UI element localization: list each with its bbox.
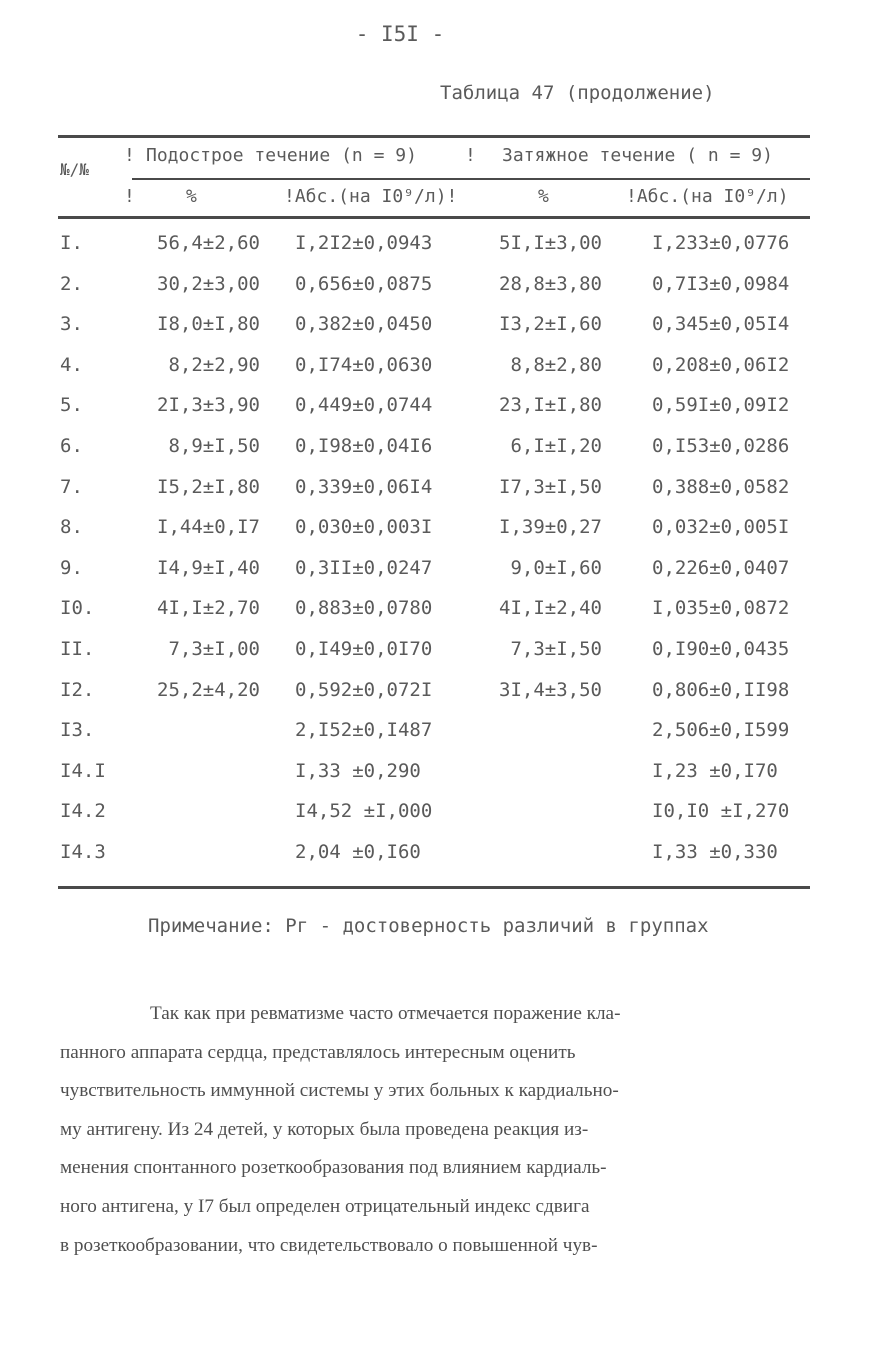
percent-value: 3I,4±3,50 [499,678,602,701]
row-number: I4.3 [60,841,106,863]
header-mid-rule [132,178,810,180]
header-separator: ! [124,186,135,207]
abs-value: I,233±0,0776 [652,232,790,254]
table-note: Примечание: Pг - достоверность различий в группах [148,915,709,937]
table-top-rule [58,135,810,138]
abs-value: 0,208±0,06I2 [652,353,790,376]
percent-value: 4I,I±2,70 [157,597,260,620]
percent-value: 4I,I±2,40 [499,597,602,620]
abs-value: I,23 ±0,I70 [652,759,778,782]
abs-value: 2,04 ±0,I60 [295,841,421,863]
table-row [0,557,881,597]
paragraph-line: ного антигена, у I7 был определен отрицательный индекс сдвига [60,1195,590,1217]
abs-value: 0,032±0,005I [652,516,790,539]
body-paragraph [60,995,820,1265]
table-row [0,800,881,840]
percent-value: 25,2±4,20 [157,678,260,701]
row-number: I. [60,232,83,254]
table-caption: Таблица 47 (продолжение) [440,82,715,104]
abs-value: 0,883±0,0780 [295,597,433,620]
abs-value: 2,I52±0,I487 [295,719,433,742]
table-row [0,313,881,353]
row-number: 7. [60,475,83,498]
abs-value: I4,52 ±I,000 [295,800,433,823]
row-number: I4.I [60,759,106,782]
row-number: I3. [60,719,95,742]
row-number: 2. [60,272,83,295]
percent-value: 8,8±2,80 [510,353,602,376]
abs-value: 0,388±0,0582 [652,475,790,498]
abs-value: 0,030±0,003I [295,516,433,539]
row-number: I0. [60,597,95,620]
header-separator: ! [465,145,476,166]
row-number: I4.2 [60,800,106,823]
abs-value: I0,I0 ±I,270 [652,800,790,823]
abs-value: I,035±0,0872 [652,597,790,620]
table-row [0,719,881,759]
table-row [0,638,881,678]
table-row [0,597,881,637]
row-number: 9. [60,556,83,579]
percent-value: 28,8±3,80 [499,272,602,295]
header-bottom-rule [58,216,810,219]
page-number: - I5I - [355,22,445,46]
percent-value: 5I,I±3,00 [499,232,602,254]
percent-value: 8,2±2,90 [168,353,260,376]
percent-value: I4,9±I,40 [157,556,260,579]
abs-subheader: !Абс.(на I0⁹/л) [626,186,789,207]
row-number: 3. [60,313,83,336]
abs-value: 0,656±0,0875 [295,272,433,295]
abs-value: 0,806±0,II98 [652,678,790,701]
paragraph-line: панного аппарата сердца, представлялось интересным оценить [60,1041,576,1063]
percent-value: 7,3±I,00 [168,638,260,660]
table-row [0,354,881,394]
index-column-header: №/№ [60,160,89,179]
row-number: I2. [60,678,95,701]
abs-value: I,33 ±0,330 [652,841,778,863]
abs-value: 0,I53±0,0286 [652,435,790,457]
abs-value: 0,7I3±0,0984 [652,272,790,295]
abs-value: 0,592±0,072I [295,678,433,701]
percent-value: 30,2±3,00 [157,272,260,295]
percent-subheader: % [186,186,197,207]
table-bottom-rule [58,886,810,889]
abs-value: 0,59I±0,09I2 [652,394,790,417]
percent-value: I8,0±I,80 [157,313,260,336]
percent-value: I,44±0,I7 [157,516,260,539]
table-row [0,232,881,272]
abs-value: I,2I2±0,0943 [295,232,433,254]
paragraph-line: чувствительность иммунной системы у этих больных к кардиально- [60,1080,619,1102]
percent-value: 9,0±I,60 [510,556,602,579]
abs-value: 0,382±0,0450 [295,313,433,336]
percent-value: 23,I±I,80 [499,394,602,417]
row-number: 4. [60,353,83,376]
paragraph-line: в розеткообразовании, что свидетельствовало о повышенной чув- [60,1234,598,1256]
abs-value: 0,449±0,0744 [295,394,433,417]
abs-value: 0,339±0,06I4 [295,475,433,498]
paragraph-line: менения спонтанного розеткообразования под влиянием кардиаль- [60,1157,607,1179]
group1-header: Подострое течение (n = 9) [146,145,417,166]
table-row [0,476,881,516]
paragraph-line: Так как при ревматизме часто отмечается поражение кла- [150,1003,621,1024]
header-separator: ! [124,145,135,166]
row-number: 6. [60,435,83,457]
abs-value: 0,I74±0,0630 [295,353,433,376]
paragraph-line: му антигену. Из 24 детей, у которых была проведена реакция из- [60,1118,589,1140]
percent-value: 2I,3±3,90 [157,394,260,417]
abs-value: 2,506±0,I599 [652,719,790,742]
abs-value: 0,I49±0,0I70 [295,638,433,660]
table-row [0,273,881,313]
percent-value: I,39±0,27 [499,516,602,539]
percent-value: 7,3±I,50 [510,638,602,660]
percent-value: I7,3±I,50 [499,475,602,498]
percent-value: 56,4±2,60 [157,232,260,254]
group2-header: Затяжное течение ( n = 9) [502,145,773,166]
percent-subheader: % [538,186,549,207]
table-row [0,516,881,556]
row-number: II. [60,638,95,660]
abs-value: 0,I90±0,0435 [652,638,790,660]
percent-value: I5,2±I,80 [157,475,260,498]
percent-value: 8,9±I,50 [168,435,260,457]
percent-value: I3,2±I,60 [499,313,602,336]
table-row [0,679,881,719]
percent-value: 6,I±I,20 [510,435,602,457]
table-row [0,760,881,800]
row-number: 8. [60,516,83,539]
abs-subheader: !Абс.(на I0⁹/л)! [284,186,458,207]
table-row [0,394,881,434]
abs-value: 0,3II±0,0247 [295,556,433,579]
table-row [0,435,881,475]
abs-value: 0,I98±0,04I6 [295,435,433,457]
row-number: 5. [60,394,83,417]
table-row [0,841,881,881]
abs-value: 0,345±0,05I4 [652,313,790,336]
abs-value: I,33 ±0,290 [295,759,421,782]
abs-value: 0,226±0,0407 [652,556,790,579]
